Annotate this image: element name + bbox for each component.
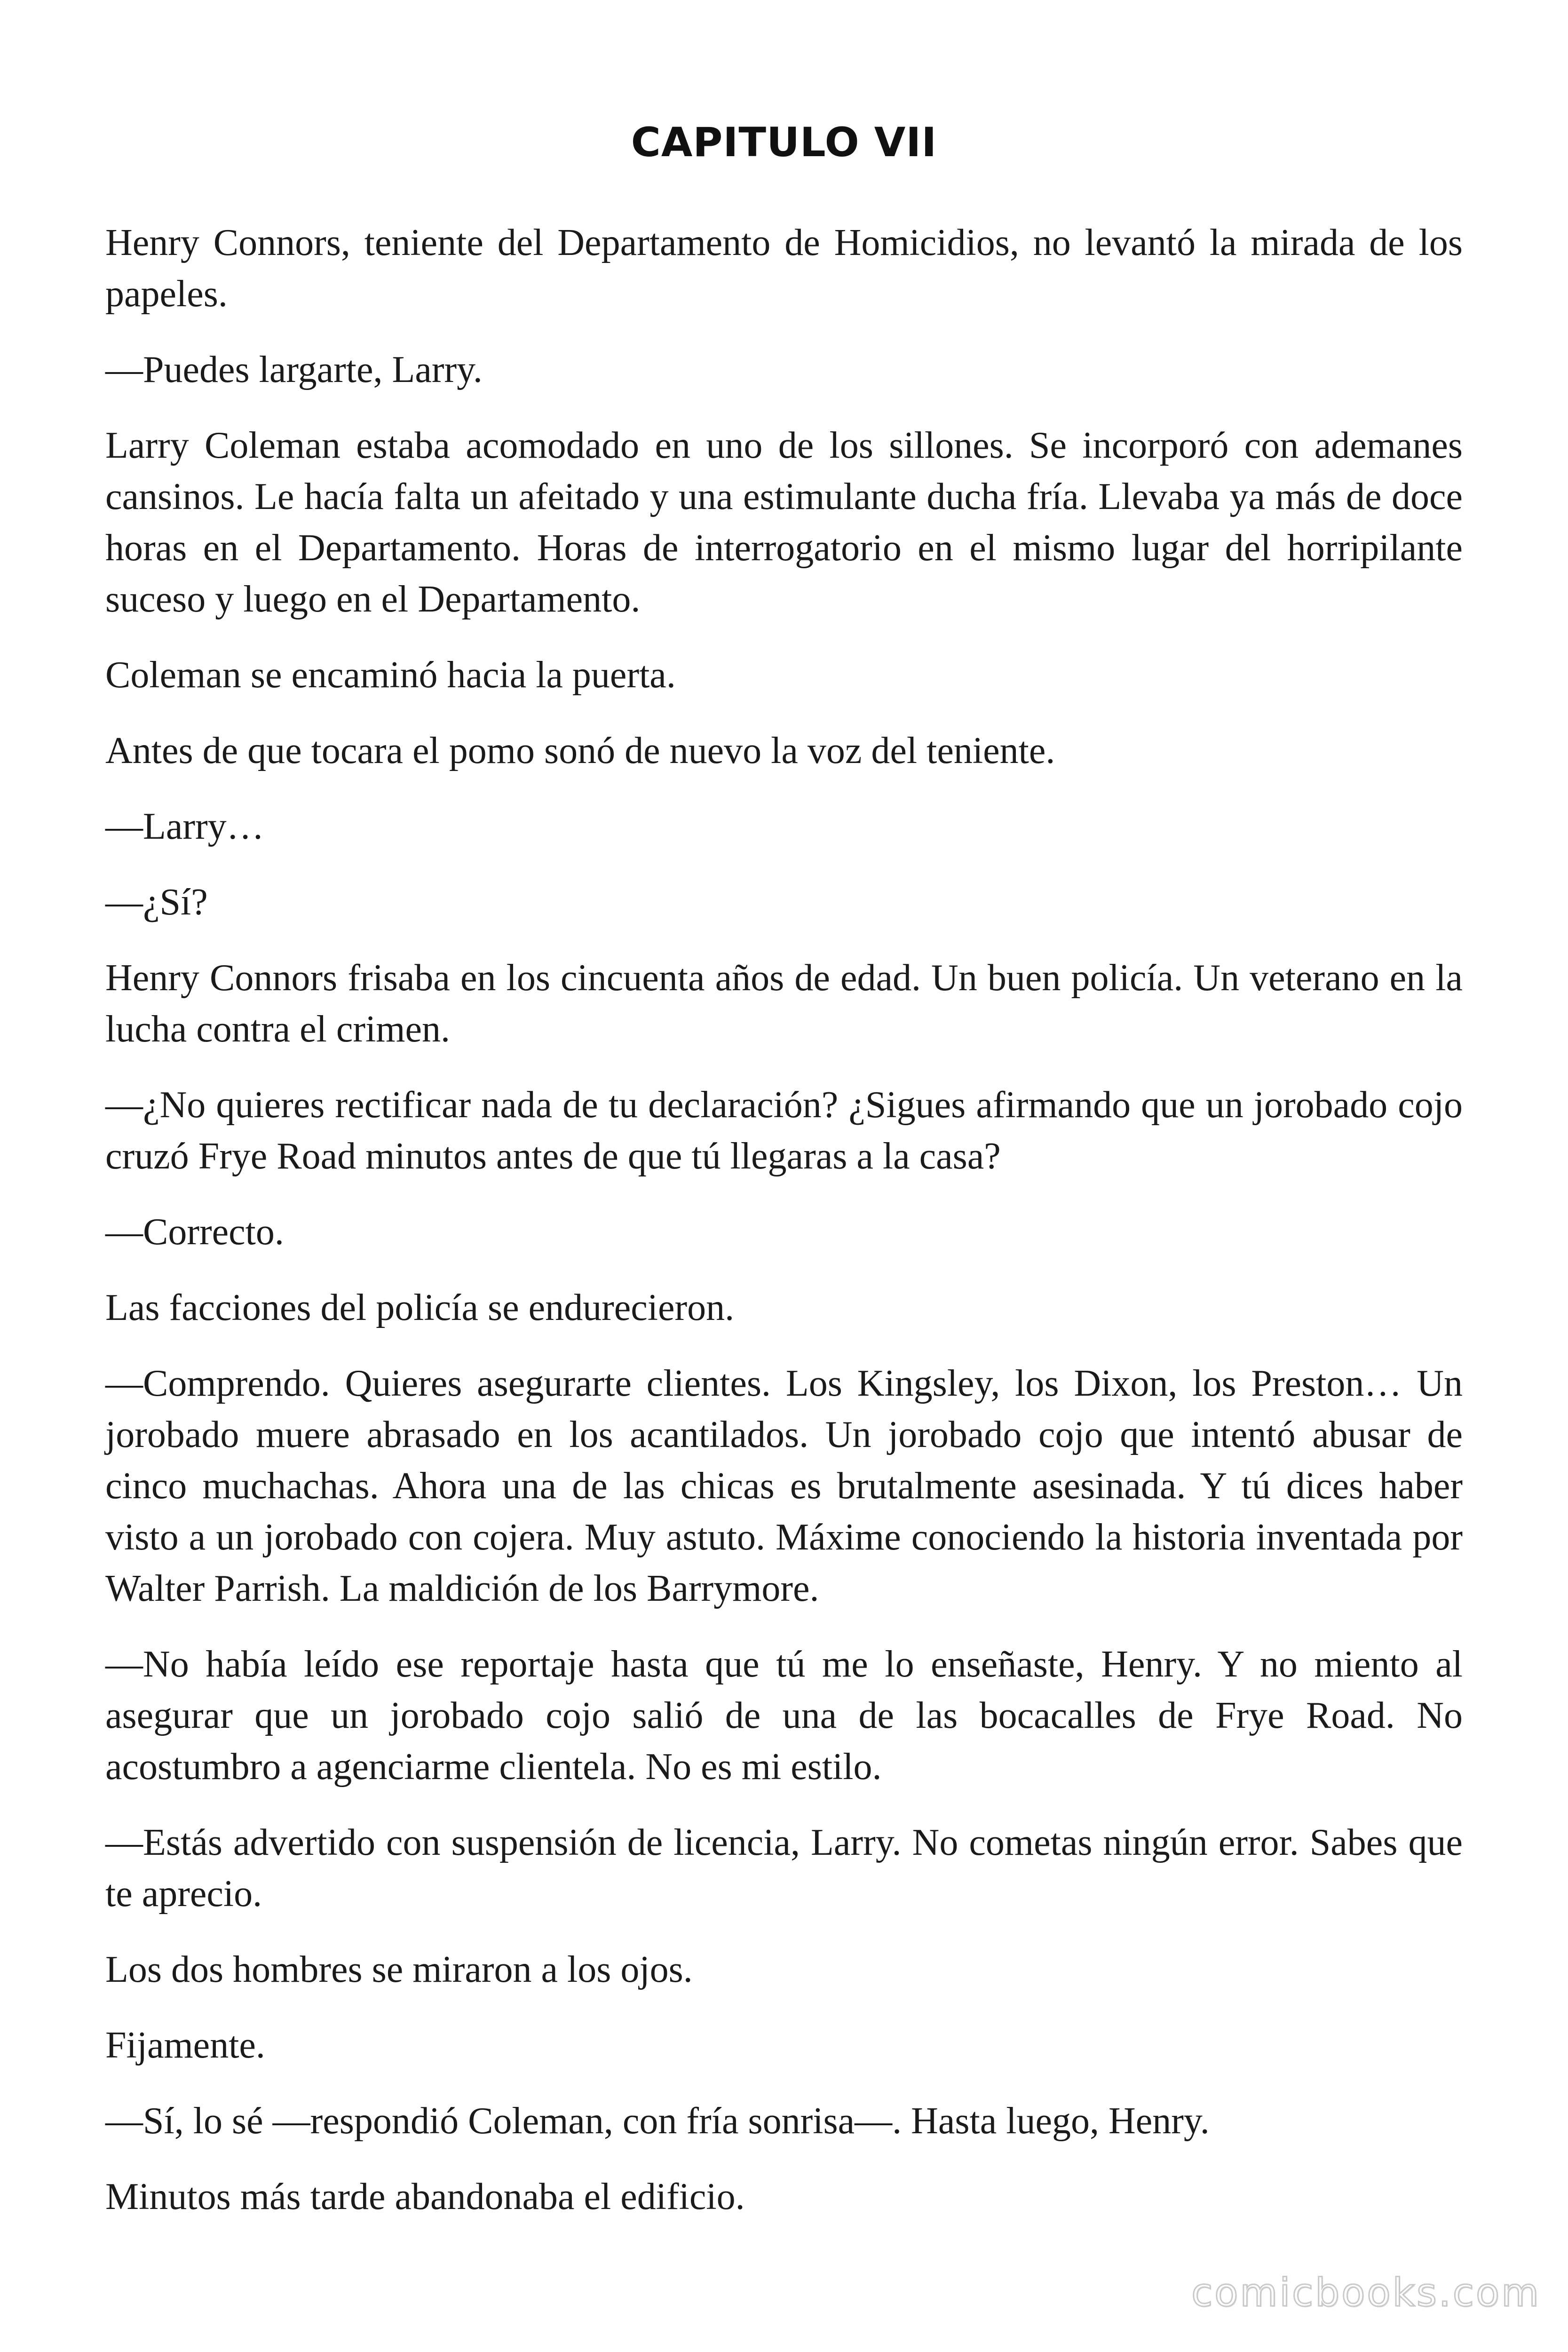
paragraph: —No había leído ese reportaje hasta que tú me lo enseñaste, Henry. Y no miento al asegurar que un jorobado cojo salió de una de las bocacalles de Frye Road. No acostumbro a agenciarme clientela. No es mi estilo. — [105, 1644, 1463, 1788]
paragraph: —Comprendo. Quieres asegurarte clientes. Los Kingsley, los Dixon, los Preston… Un jorobado muere abrasado en los acantilados. Un jorobado cojo que intentó abusar de cinco muchachas. Ahora una de las chicas es brutalmente asesinada. Y tú dices haber visto a un jorobado con cojera. Muy astuto. Máxime conociendo la historia inventada por Walter Parrish. La maldición de los Barrymore. — [105, 1363, 1463, 1609]
paragraph: —Larry… — [105, 806, 264, 847]
watermark: comicbooks.com — [1191, 2271, 1541, 2315]
paragraph: Coleman se encaminó hacia la puerta. — [105, 654, 676, 696]
paragraph: Larry Coleman estaba acomodado en uno de los sillones. Se incorporó con ademanes cansinos. Le hacía falta un afeitado y una estimulante ducha fría. Llevaba ya más de doce horas en el Departamento. Horas de interrogatorio en el mismo lugar del horripilante suceso y luego en el Departamento. — [105, 425, 1463, 620]
paragraph: —Correcto. — [105, 1211, 284, 1253]
paragraph: —¿Sí? — [105, 882, 208, 923]
paragraph: Los dos hombres se miraron a los ojos. — [105, 1949, 693, 1990]
paragraph: Henry Connors frisaba en los cincuenta años de edad. Un buen policía. Un veterano en la lucha contra el crimen. — [105, 957, 1463, 1050]
paragraph: Henry Connors, teniente del Departamento de Homicidios, no levantó la mirada de los papeles. — [105, 222, 1463, 315]
paragraph: —Sí, lo sé —respondió Coleman, con fría sonrisa—. Hasta luego, Henry. — [105, 2100, 1210, 2142]
paragraph: —¿No quieres rectificar nada de tu declaración? ¿Sigues afirmando que un jorobado cojo cruzó Frye Road minutos antes de que tú llegaras a la casa? — [105, 1084, 1463, 1177]
paragraph: Minutos más tarde abandonaba el edificio. — [105, 2176, 745, 2217]
paragraph: Las facciones del policía se endurecieron. — [105, 1287, 735, 1328]
chapter-title: CAPITULO VII — [631, 119, 937, 166]
paragraph: —Estás advertido con suspensión de licencia, Larry. No cometas ningún error. Sabes que te aprecio. — [105, 1822, 1463, 1915]
paragraph: —Puedes largarte, Larry. — [105, 349, 483, 390]
paragraph: Fijamente. — [105, 2025, 265, 2066]
chapter-body — [105, 217, 1463, 2247]
paragraph: Antes de que tocara el pomo sonó de nuevo la voz del teniente. — [105, 730, 1055, 771]
